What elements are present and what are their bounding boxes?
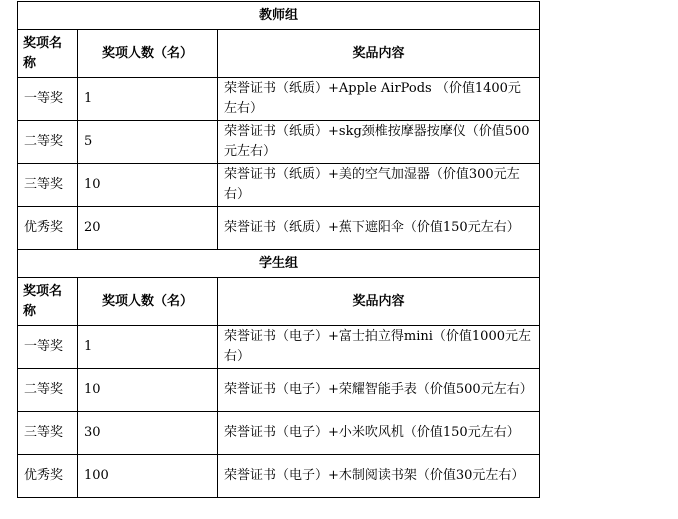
header-award-count: 奖项人数（名） — [78, 278, 218, 326]
table-row — [18, 164, 540, 207]
award-count-cell: 100 — [78, 455, 218, 498]
table-row — [18, 412, 540, 455]
student-header-row — [18, 278, 540, 326]
award-name-cell: 二等奖 — [18, 369, 78, 412]
award-count-cell: 20 — [78, 207, 218, 250]
table-row — [18, 326, 540, 369]
header-award-name: 奖项名称 — [18, 278, 78, 326]
table-row — [18, 455, 540, 498]
header-prize-content: 奖品内容 — [218, 278, 540, 326]
table-row — [18, 121, 540, 164]
award-name-cell: 三等奖 — [18, 164, 78, 207]
teacher-header-row — [18, 30, 540, 78]
teacher-group-title: 教师组 — [18, 2, 540, 30]
table-row — [18, 78, 540, 121]
award-name-cell: 一等奖 — [18, 326, 78, 369]
student-group-title-row — [18, 250, 540, 278]
award-name-cell: 优秀奖 — [18, 207, 78, 250]
table-row — [18, 369, 540, 412]
prize-content-cell: 荣誉证书（纸质）+skg颈椎按摩器按摩仪（价值500元左右） — [218, 121, 540, 164]
award-count-cell: 1 — [78, 78, 218, 121]
prize-content-cell: 荣誉证书（电子）+小米吹风机（价值150元左右） — [218, 412, 540, 455]
prize-content-cell: 荣誉证书（电子）+木制阅读书架（价值30元左右） — [218, 455, 540, 498]
award-count-cell: 10 — [78, 164, 218, 207]
award-name-cell: 一等奖 — [18, 78, 78, 121]
award-count-cell: 5 — [78, 121, 218, 164]
award-name-cell: 优秀奖 — [18, 455, 78, 498]
student-group-title: 学生组 — [18, 250, 540, 278]
table-row — [18, 207, 540, 250]
header-award-count: 奖项人数（名） — [78, 30, 218, 78]
award-name-cell: 三等奖 — [18, 412, 78, 455]
award-count-cell: 10 — [78, 369, 218, 412]
prize-content-cell: 荣誉证书（纸质）+美的空气加湿器（价值300元左右） — [218, 164, 540, 207]
award-name-cell: 二等奖 — [18, 121, 78, 164]
header-prize-content: 奖品内容 — [218, 30, 540, 78]
prize-content-cell: 荣誉证书（纸质）+Apple AirPods （价值1400元左右） — [218, 78, 540, 121]
prize-content-cell: 荣誉证书（电子）+荣耀智能手表（价值500元左右） — [218, 369, 540, 412]
award-count-cell: 30 — [78, 412, 218, 455]
prize-content-cell: 荣誉证书（纸质）+蕉下遮阳伞（价值150元左右） — [218, 207, 540, 250]
teacher-group-title-row — [18, 2, 540, 30]
prize-content-cell: 荣誉证书（电子）+富士拍立得mini（价值1000元左右） — [218, 326, 540, 369]
award-count-cell: 1 — [78, 326, 218, 369]
header-award-name: 奖项名称 — [18, 30, 78, 78]
awards-table — [17, 1, 540, 498]
